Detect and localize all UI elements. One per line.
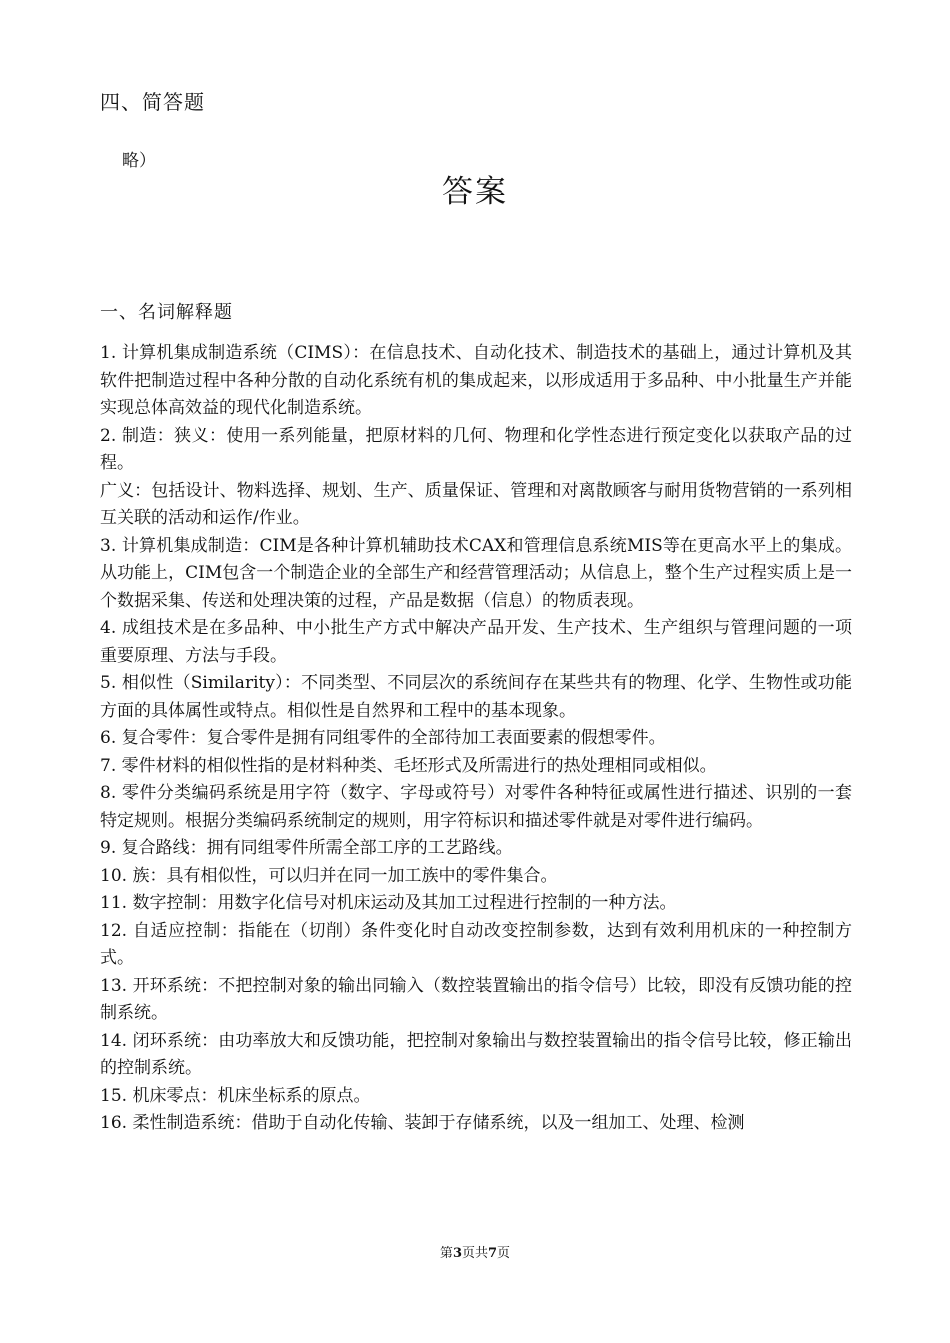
term-item-10: 10. 族：具有相似性，可以归并在同一加工族中的零件集合。 — [100, 865, 558, 886]
term-item-14: 14. 闭环系统：由功率放大和反馈功能，把控制对象输出与数控装置输出的指令信号比较，修正输出的控制系统。 — [100, 1030, 853, 1078]
footer-suffix: 页 — [497, 1246, 511, 1261]
term-item-6: 6. 复合零件：复合零件是拥有同组零件的全部待加工表面要素的假想零件。 — [100, 728, 666, 748]
term-item-2-broad: 广义：包括设计、物料选择、规划、生产、质量保证、管理和对离散顾客与耐用货物营销的一系列相互关联的活动和运作/作业。 — [100, 480, 852, 528]
omitted-note: 略） — [122, 151, 156, 171]
term-item-15: 15. 机床零点：机床坐标系的原点。 — [100, 1085, 371, 1106]
term-item-13: 13. 开环系统：不把控制对象的输出同输入（数控装置输出的指令信号）比较，即没有反馈功能的控制系统。 — [100, 975, 853, 1023]
section-heading-short-answer: 四、简答题 — [100, 90, 205, 114]
footer-prefix: 第 — [439, 1246, 453, 1261]
section-heading-terms: 一、名词解释题 — [100, 302, 233, 323]
term-item-7: 7. 零件材料的相似性指的是材料种类、毛坯形式及所需进行的热处理相同或相似。 — [100, 755, 717, 776]
current-page-number: 3 — [452, 1246, 462, 1261]
term-item-8: 8. 零件分类编码系统是用字符（数字、字母或符号）对零件各种特征或属性进行描述、识别的一套特定规则。根据分类编码系统制定的规则，用字符标识和描述零件就是对零件进行编码。 — [100, 783, 852, 831]
term-item-1: 1. 计算机集成制造系统（CIMS）：在信息技术、自动化技术、制造技术的基础上，通过计算机及其软件把制造过程中各种分散的自动化系统有机的集成起来，以形成适用于多品种、中小批量生产并能实现总体高效益的现代化制造系统。 — [100, 343, 852, 418]
page-footer — [0, 1242, 950, 1261]
term-item-3: 3. 计算机集成制造：CIM是各种计算机辅助技术CAX和管理信息系统MIS等在更高水平上的集成。从功能上，CIM包含一个制造企业的全部生产和经营管理活动；从信息上，整个生产过程实质上是一个数据采集、传送和处理决策的过程，产品是数据（信息）的物质表现。 — [100, 535, 852, 611]
answer-title: 答案 — [442, 174, 508, 210]
total-page-number: 7 — [488, 1246, 498, 1261]
footer-middle: 页共 — [461, 1246, 488, 1261]
term-item-2: 2. 制造：狭义：使用一系列能量，把原材料的几何、物理和化学性态进行预定变化以获取产品的过程。 — [100, 425, 852, 473]
terms-list — [100, 340, 852, 1138]
term-item-12: 12. 自适应控制：指能在（切削）条件变化时自动改变控制参数，达到有效利用机床的一种控制方式。 — [100, 920, 852, 968]
term-item-4: 4. 成组技术是在多品种、中小批生产方式中解决产品开发、生产技术、生产组织与管理问题的一项重要原理、方法与手段。 — [100, 618, 852, 666]
term-item-5: 5. 相似性（Similarity）：不同类型、不同层次的系统间存在某些共有的物理、化学、生物性或功能方面的具体属性或特点。相似性是自然界和工程中的基本现象。 — [100, 673, 852, 721]
term-item-11: 11. 数字控制：用数字化信号对机床运动及其加工过程进行控制的一种方法。 — [100, 893, 677, 913]
term-item-16: 16. 柔性制造系统：借助于自动化传输、装卸于存储系统，以及一组加工、处理、检测 — [100, 1113, 745, 1133]
term-item-9: 9. 复合路线：拥有同组零件所需全部工序的工艺路线。 — [100, 838, 513, 858]
